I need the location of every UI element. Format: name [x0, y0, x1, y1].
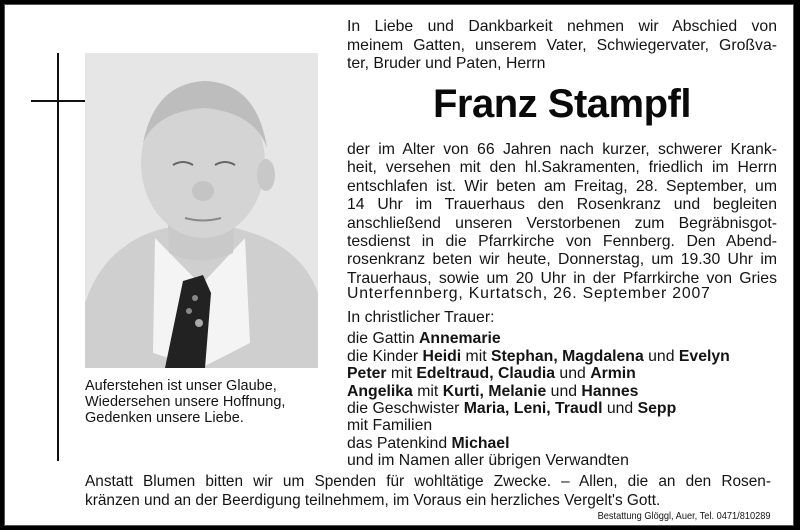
announcement-paragraph	[347, 141, 777, 288]
intro-line: meinem Gatten, unserem Vater, Schwiegervater, Großva-	[347, 36, 777, 54]
quote-line: Auferstehen ist unser Glaube,	[85, 378, 277, 394]
connector: mit	[461, 347, 491, 365]
announcement-line: Trauerhaus, sowie um 20 Uhr in der Pfarrkirche von Gries	[347, 269, 777, 287]
intro-line: In Liebe und Dankbarkeit nehmen wir Abschied von	[347, 18, 777, 35]
relation-label: das Patenkind	[347, 434, 452, 452]
obituary-notice	[4, 4, 794, 526]
announcement-line: rosenkranz beten wir heute, Donnerstag, um 19.30 Uhr im	[347, 251, 777, 269]
connector: und	[546, 382, 582, 400]
relation-label: die Kinder	[347, 347, 423, 365]
mourner-relatives: und im Namen aller übrigen Verwandten	[347, 452, 629, 470]
mourner-name: Stephan, Magdalena	[491, 347, 644, 365]
announcement-line: entschlafen ist. Wir beten am Freitag, 28. September, um	[347, 177, 777, 195]
footer-line: kränzen und an der Beerdigung teilnehmem, im Voraus ein herzliches Vergelt's Gott.	[85, 492, 661, 509]
announcement-line: tesdienst in die Pfarrkirche von Fennberg. Den Abend-	[347, 233, 777, 251]
funeral-home-credit: Bestattung Glöggl, Auer, Tel. 0471/810289	[598, 510, 771, 522]
connector: und	[643, 347, 679, 365]
mourner-name: Edeltraud, Claudia	[416, 365, 556, 383]
mourner-families: mit Familien	[347, 417, 433, 435]
connector: mit	[412, 382, 443, 400]
latin-cross-icon	[57, 53, 59, 461]
deceased-name: Franz Stampfl	[433, 82, 691, 126]
mourner-name: Maria, Leni, Traudl	[463, 400, 603, 418]
portrait-icon	[85, 53, 318, 368]
connector: und	[602, 400, 638, 418]
cross-bar	[31, 100, 86, 102]
mourner-siblings	[347, 400, 787, 417]
mourner-name: Peter	[347, 365, 387, 383]
memorial-quote	[85, 378, 320, 426]
intro-line: ter, Bruder und Paten, Herrn	[347, 55, 546, 72]
quote-line: Wiedersehen unsere Hoffnung,	[85, 394, 286, 410]
connector: und	[555, 365, 591, 383]
mourner-children-3	[347, 383, 787, 400]
mourner-children-1	[347, 348, 787, 365]
quote-line: Gedenken unsere Liebe.	[85, 410, 244, 426]
mourner-name: Angelika	[347, 382, 413, 400]
portrait-photo	[85, 53, 318, 368]
mourner-name: Hannes	[581, 382, 639, 400]
donation-and-thanks	[85, 472, 771, 510]
announcement-line: heit, versehen mit den hl.Sakramenten, friedlich im Herrn	[347, 159, 777, 177]
mourners-heading: In christlicher Trauer:	[347, 309, 495, 326]
mourner-name: Kurti, Melanie	[442, 382, 547, 400]
mourners-list	[347, 309, 787, 470]
mourner-name: Heidi	[422, 347, 462, 365]
intro-paragraph	[347, 18, 777, 74]
relation-label: die Geschwister	[347, 400, 464, 418]
mourner-name: Annemarie	[419, 330, 501, 348]
relation-label: die Gattin	[347, 330, 420, 348]
place-and-date: Unterfennberg, Kurtatsch, 26. September 2007	[347, 285, 711, 302]
announcement-line: 14 Uhr im Trauerhaus den Rosenkranz und begleiten	[347, 196, 777, 214]
mourner-name: Evelyn	[678, 347, 730, 365]
footer-line: Anstatt Blumen bitten wir um Spenden für wohltätige Zwecke. – Allen, die an den Rosen-	[85, 473, 771, 490]
announcement-line: anschließend unseren Verstorbenen zum Begräbnisgot-	[347, 214, 777, 232]
mourner-wife	[347, 330, 787, 347]
mourner-godchild	[347, 435, 787, 452]
connector: mit	[386, 365, 417, 383]
mourner-children-2	[347, 365, 787, 382]
mourner-name: Michael	[451, 434, 510, 452]
mourner-name: Armin	[590, 365, 636, 383]
mourner-name: Sepp	[637, 400, 677, 418]
announcement-line: der im Alter von 66 Jahren nach kurzer, schwerer Krank-	[347, 141, 777, 158]
